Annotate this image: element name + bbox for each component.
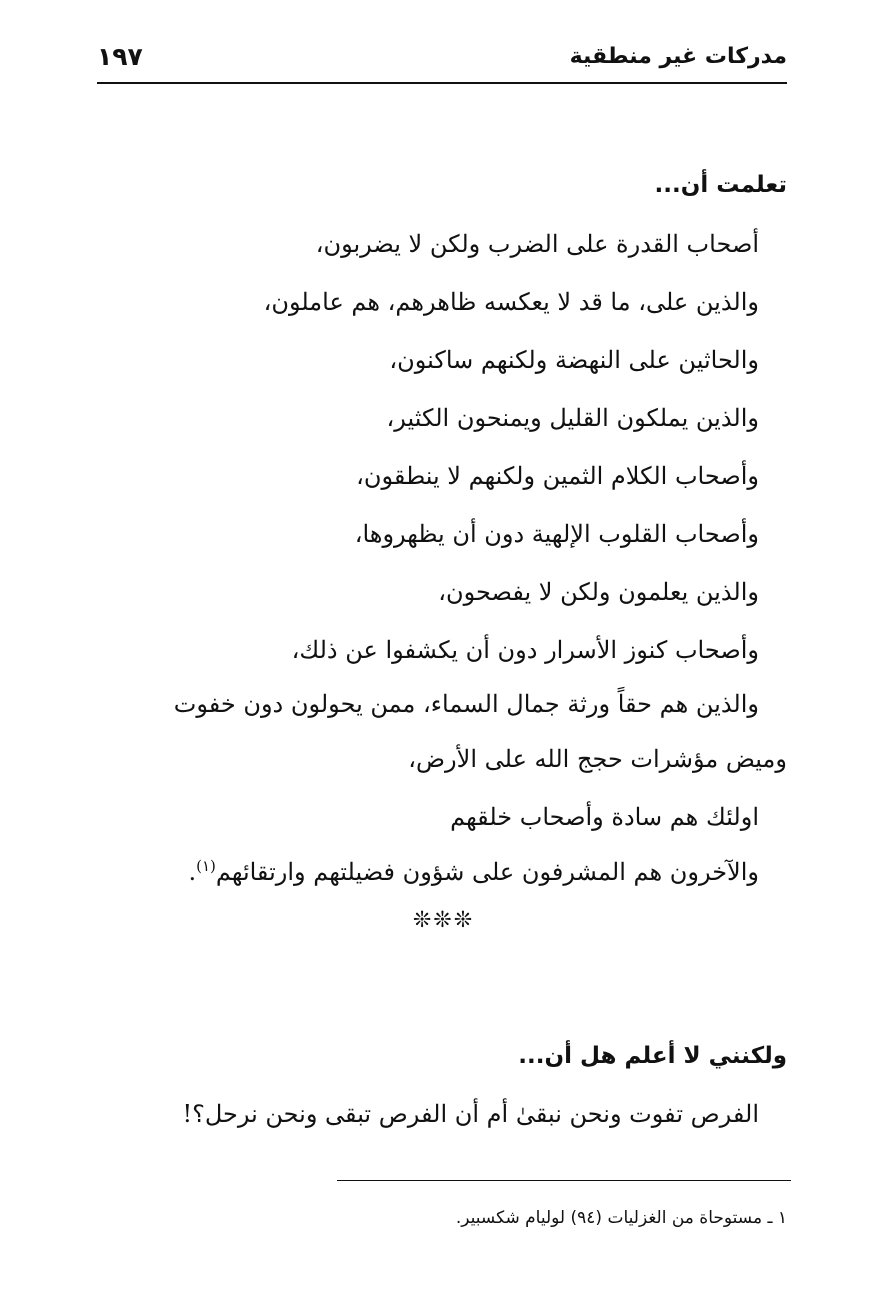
poem-line: والحاثين على النهضة ولكنهم ساكنون، xyxy=(389,346,759,374)
section-separator: ❊❊❊ xyxy=(412,908,475,933)
poem-line: والذين هم حقاً ورثة جمال السماء، ممن يحولون دون خفوت xyxy=(173,690,759,718)
footnote: ١ ـ مستوحاة من الغزليات (٩٤) لوليام شكسبير. xyxy=(455,1208,787,1228)
poem-line: وأصحاب الكلام الثمين ولكنهم لا ينطقون، xyxy=(356,462,759,490)
section-heading: تعلمت أن... xyxy=(654,172,787,198)
page-header xyxy=(97,40,787,84)
poem-line-text: والآخرون هم المشرفون على شؤون فضيلتهم وارتقائهم xyxy=(215,858,759,886)
poem-line: والذين على، ما قد لا يعكسه ظاهرهم، هم عاملون، xyxy=(263,288,759,316)
page-number: ١٩٧ xyxy=(97,42,143,71)
footnote-rule xyxy=(337,1180,791,1181)
poem-line: أصحاب القدرة على الضرب ولكن لا يضربون، xyxy=(315,230,759,258)
poem-line: والذين يعلمون ولكن لا يفصحون، xyxy=(438,578,759,606)
poem-line: والذين يملكون القليل ويمنحون الكثير، xyxy=(386,404,759,432)
poem-line-last xyxy=(188,857,759,886)
poem-line: وميض مؤشرات حجج الله على الأرض، xyxy=(408,745,787,773)
poem-line: وأصحاب القلوب الإلهية دون أن يظهروها، xyxy=(354,520,759,548)
end-period: . xyxy=(188,858,197,886)
poem-line: وأصحاب كنوز الأسرار دون أن يكشفوا عن ذلك، xyxy=(291,636,759,664)
footnote-reference: (١) xyxy=(196,857,216,875)
poem-line: اولئك هم سادة وأصحاب خلقهم xyxy=(450,803,759,831)
question-line: الفرص تفوت ونحن نبقىٰ أم أن الفرص تبقى ونحن نرحل؟! xyxy=(182,1100,759,1128)
running-title: مدركات غير منطقية xyxy=(569,44,787,69)
section-heading: ولكنني لا أعلم هل أن... xyxy=(518,1043,787,1069)
